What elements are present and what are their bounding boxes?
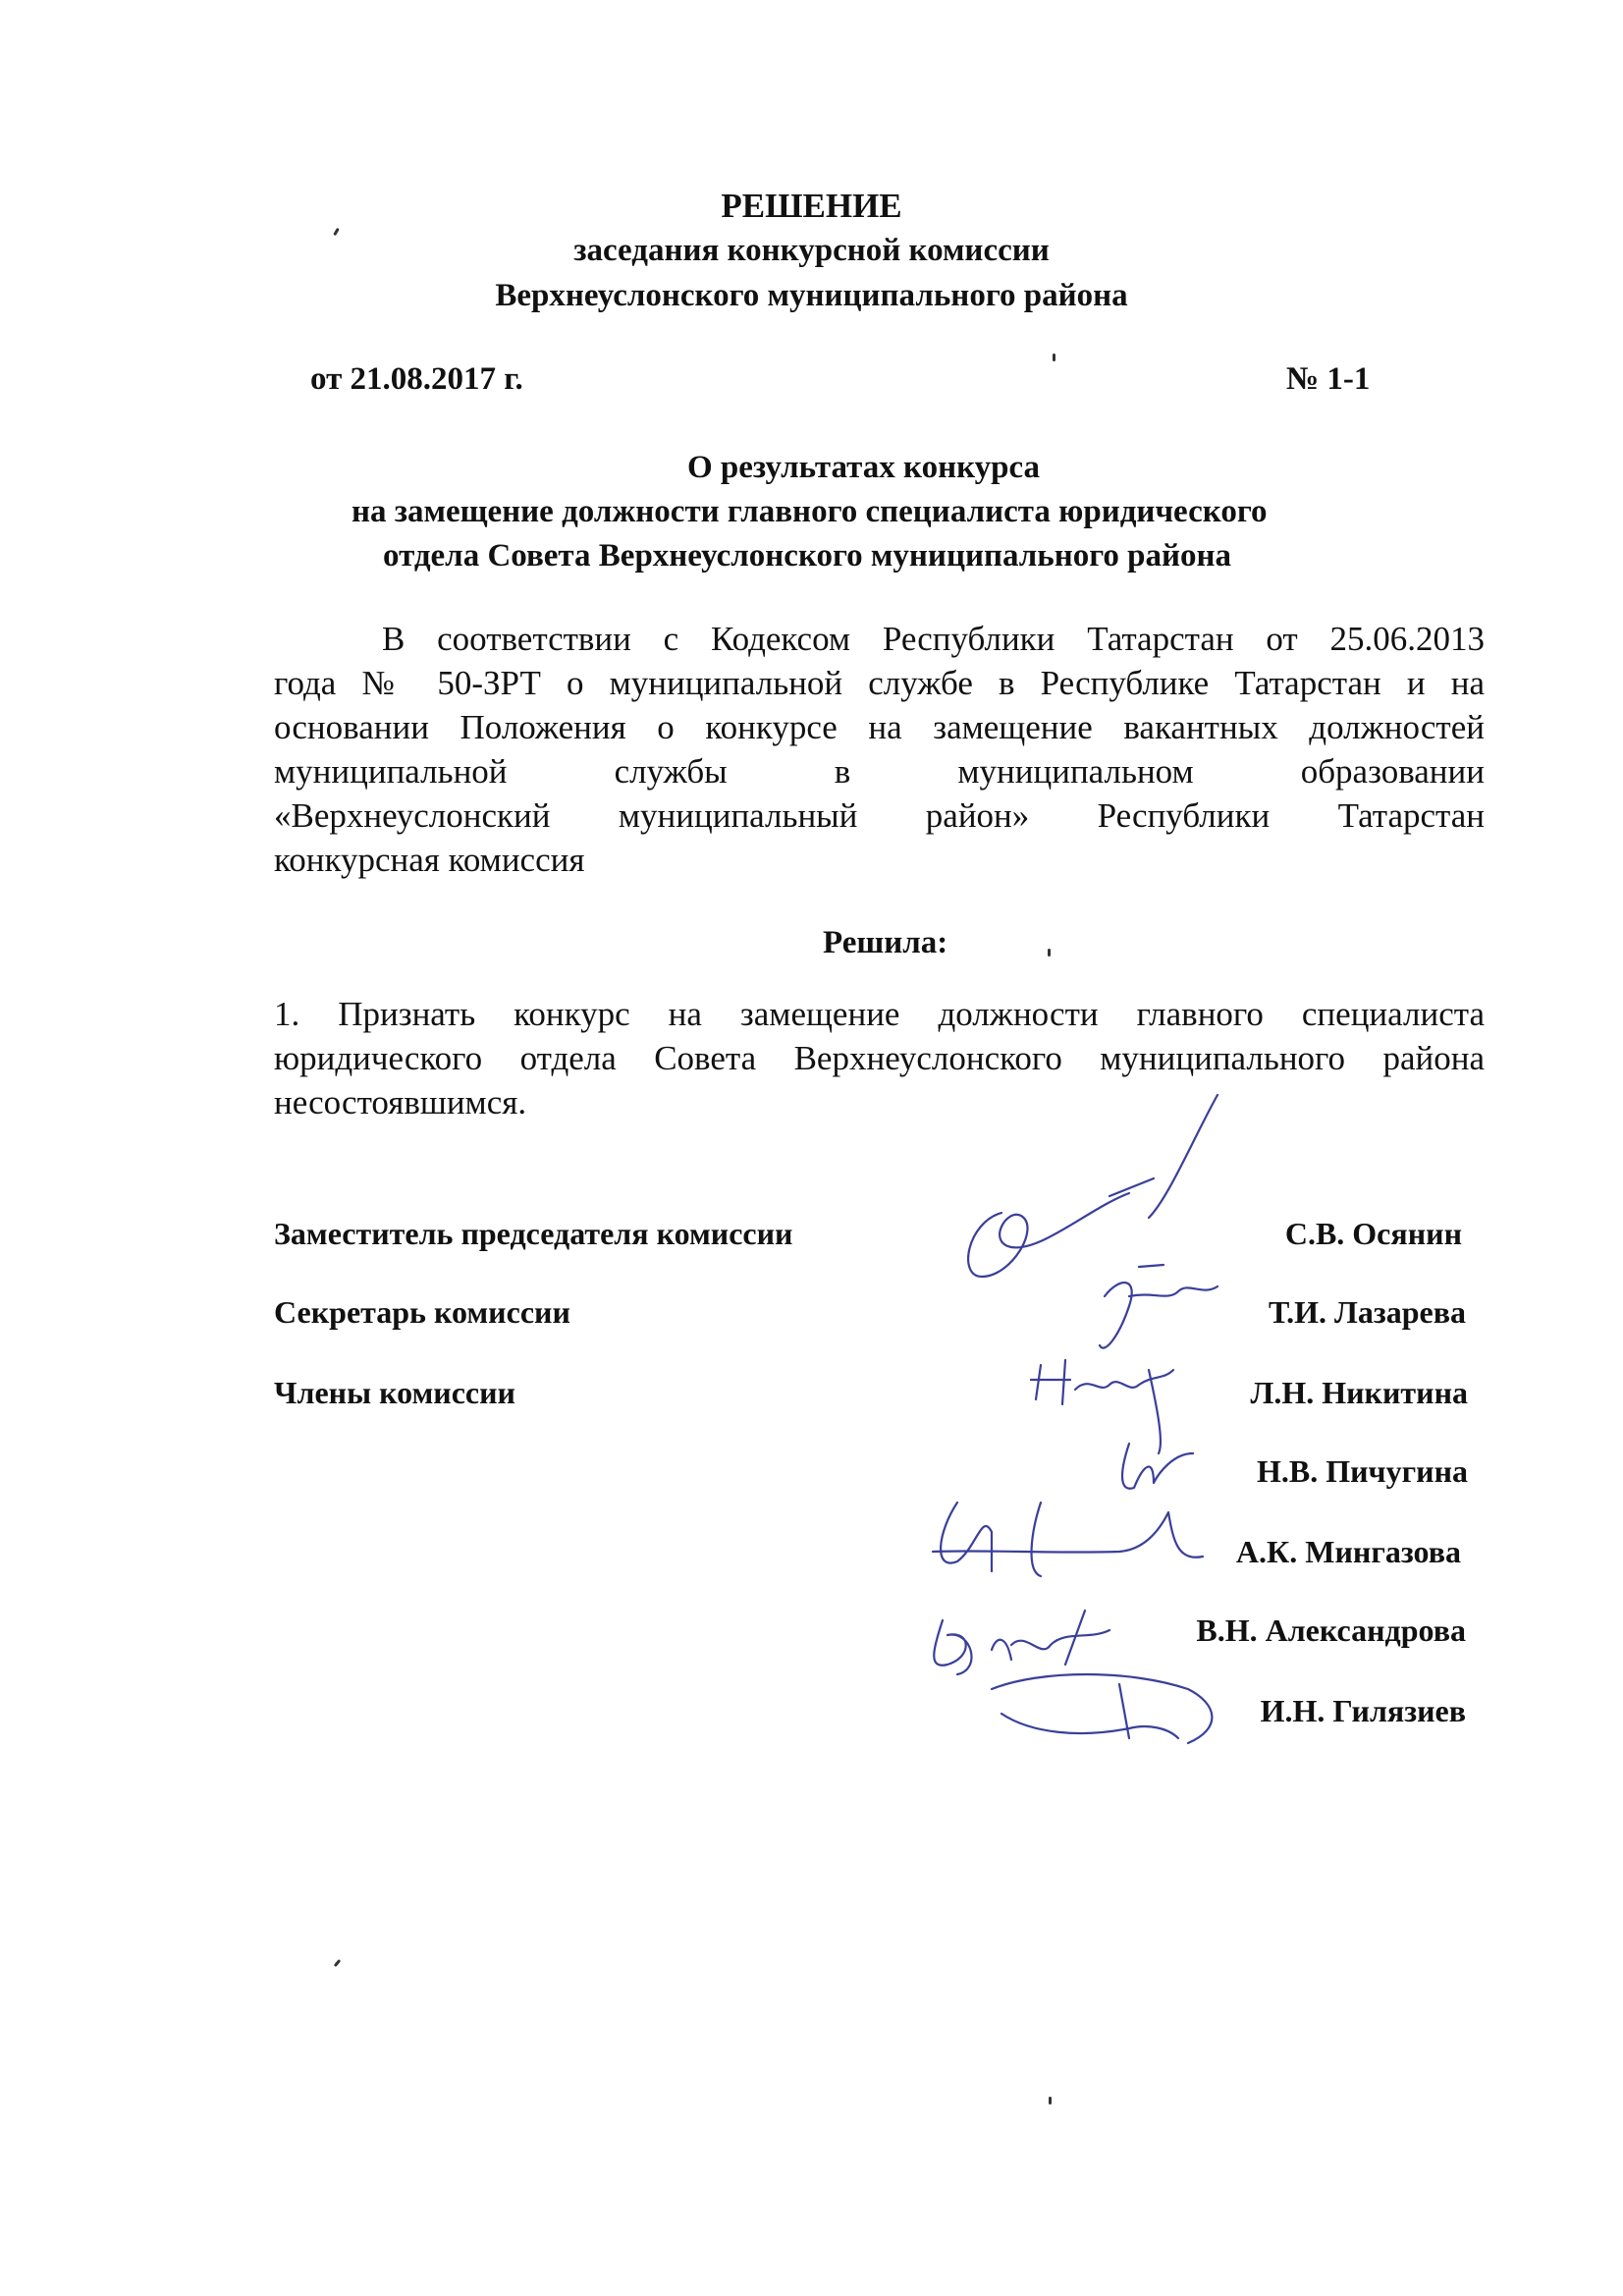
subject-line-2: на замещение должности главного специалиста юридического — [352, 494, 1268, 529]
signatory-name: А.К. Мингазова — [1235, 1534, 1461, 1569]
signatory-name: Л.Н. Никитина — [1250, 1375, 1468, 1410]
document-date: от 21.08.2017 г. — [310, 361, 523, 397]
signature-mingazova — [933, 1503, 1203, 1576]
preamble-line: В соответствии с Кодексом Республики Татарстан от 25.06.2013 — [382, 620, 1485, 658]
scan-speck — [1048, 949, 1051, 957]
signature-lazareva — [1100, 1265, 1217, 1348]
decision-line: юридического отдела Совета Верхнеуслонского муниципального района — [274, 1039, 1485, 1077]
decision-line: 1. Признать конкурс на замещение должности главного специалиста — [274, 995, 1485, 1033]
subject-line-3: отдела Совета Верхнеуслонского муниципального района — [383, 538, 1232, 574]
signature-pichugina — [1122, 1444, 1193, 1489]
decision-line: несостоявшимся. — [274, 1083, 527, 1121]
role-deputy-chair: Заместитель председателя комиссии — [274, 1216, 793, 1251]
document-number: № 1-1 — [1286, 361, 1371, 397]
signatory-name: И.Н. Гилязиев — [1260, 1693, 1466, 1728]
signature-alexandrova — [934, 1611, 1109, 1674]
preamble-paragraph — [274, 617, 1485, 882]
scan-speck — [1049, 2097, 1052, 2105]
signatory-name: С.В. Осянин — [1284, 1216, 1462, 1251]
subject-line-1: О результатах конкурса — [687, 450, 1041, 485]
signature-nikitina — [1031, 1360, 1173, 1453]
preamble-line: конкурсная комиссия — [274, 841, 585, 879]
signatory-name: Н.В. Пичугина — [1256, 1453, 1468, 1489]
role-secretary: Секретарь комиссии — [274, 1294, 570, 1330]
document-subtitle-district: Верхнеуслонского муниципального района — [495, 278, 1128, 313]
decision-paragraph — [274, 992, 1485, 1124]
signatory-name: Т.И. Лазарева — [1268, 1294, 1466, 1330]
document-title: РЕШЕНИЕ — [721, 187, 902, 225]
resolved-heading: Решила: — [823, 925, 948, 960]
scan-speck — [1053, 354, 1055, 361]
document-subtitle-commission: заседания конкурсной комиссии — [573, 233, 1050, 268]
preamble-line: «Верхнеуслонский муниципальный район» Республики Татарстан — [274, 796, 1485, 835]
preamble-line: основании Положения о конкурсе на замещение вакантных должностей — [274, 708, 1485, 746]
preamble-line: муниципальной службы в муниципальном образовании — [274, 752, 1485, 791]
signature-gilyaziev — [992, 1674, 1212, 1743]
role-members: Члены комиссии — [274, 1375, 515, 1410]
signatory-name: В.Н. Александрова — [1196, 1613, 1466, 1648]
scan-speck — [334, 1959, 341, 1967]
preamble-line: года № 50-ЗРТ о муниципальной службе в Республике Татарстан и на — [274, 664, 1485, 702]
